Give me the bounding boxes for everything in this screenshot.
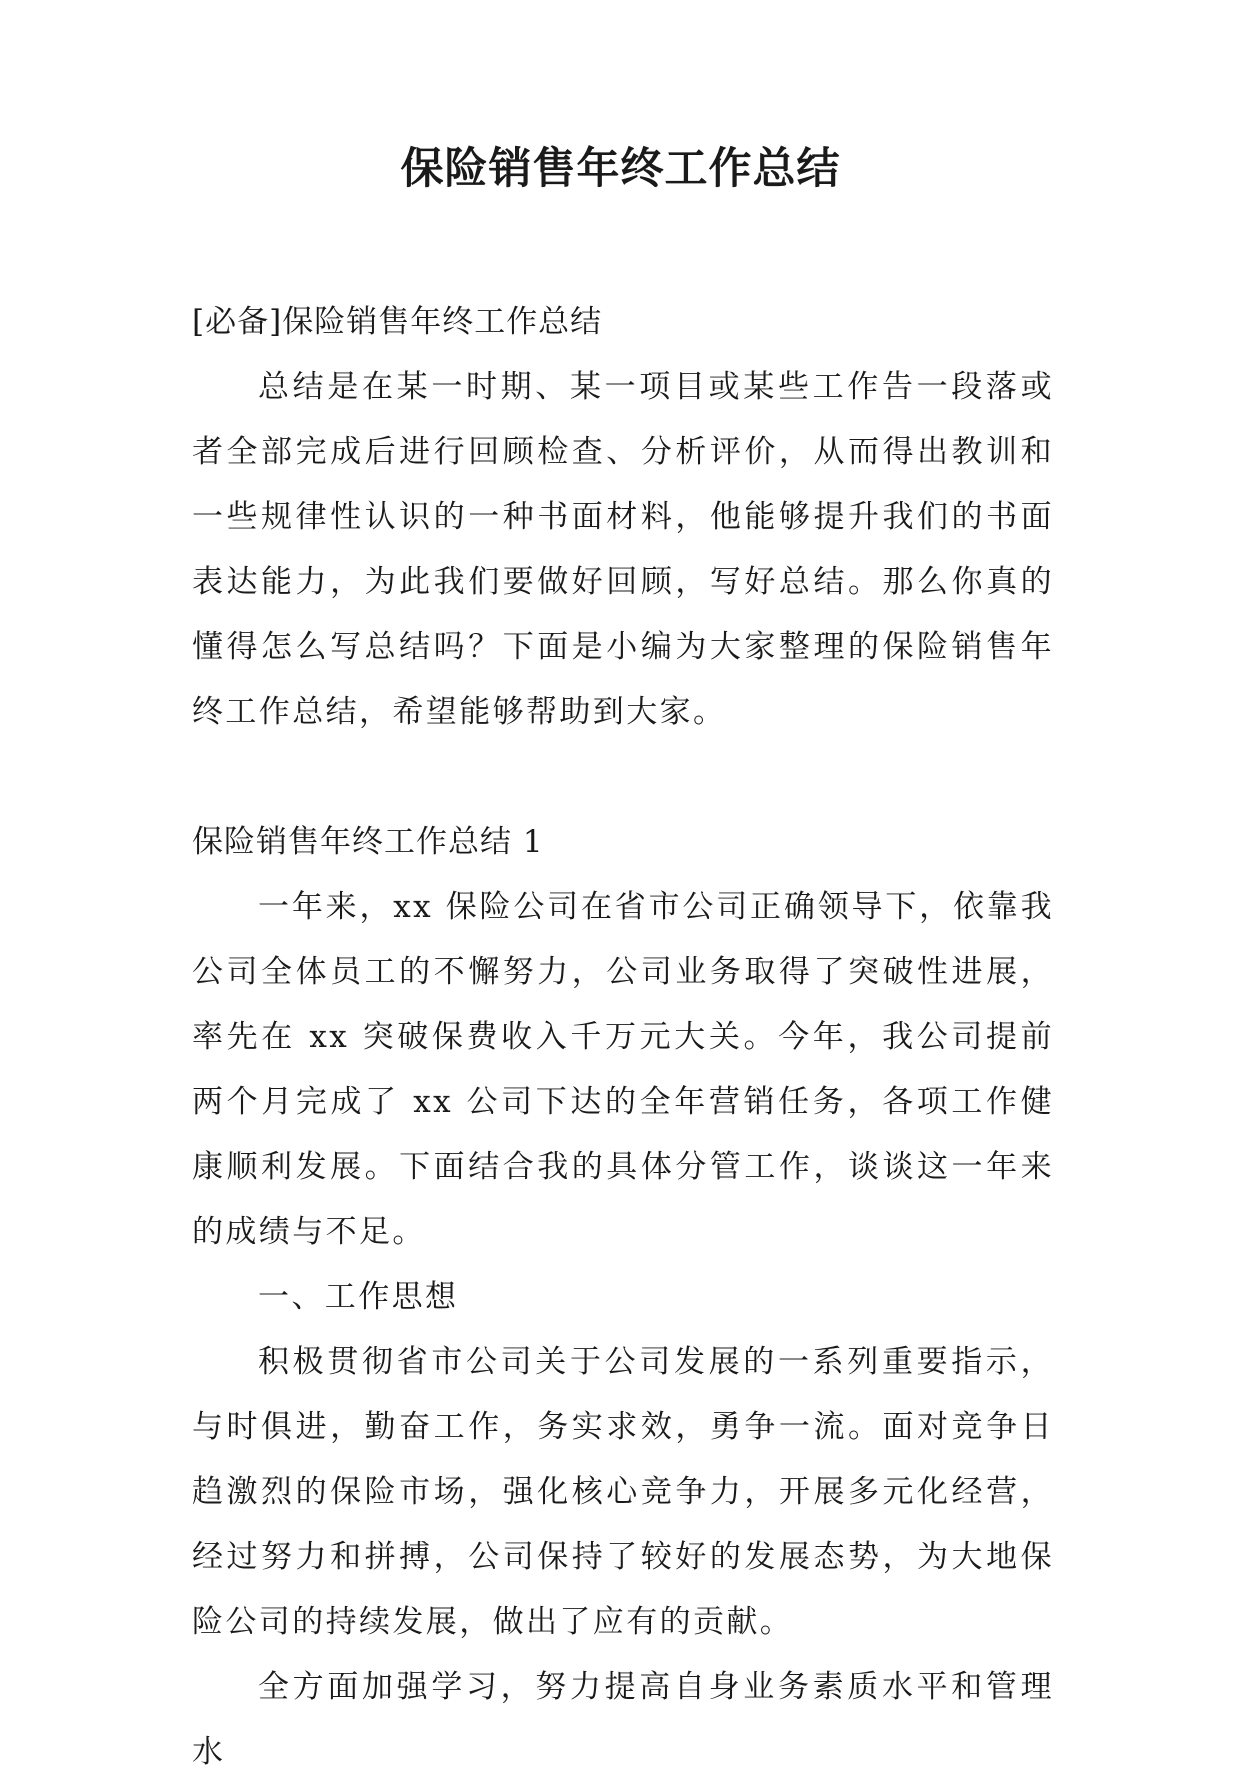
document-body <box>192 290 1054 1785</box>
section1-paragraph: 一年来，xx 保险公司在省市公司正确领导下，依靠我公司全体员工的不懈努力，公司业务取得了突破性进展，率先在 xx 突破保费收入千万元大关。今年，我公司提前两个月完成了 xx 公司下达的全年营销任务，各项工作健康顺利发展。下面结合我的具体分管工作，谈谈这一年来的成绩与不足。 <box>192 889 1054 1250</box>
document-title: 保险销售年终工作总结 <box>400 144 841 194</box>
heading-work-thinking: 一、工作思想 <box>258 1279 459 1315</box>
intro-paragraph: 总结是在某一时期、某一项目或某些工作告一段落或者全部完成后进行回顾检查、分析评价，从而得出教训和一些规律性认识的一种书面材料，他能够提升我们的书面表达能力，为此我们要做好回顾，写好总结。那么你真的懂得怎么写总结吗？下面是小编为大家整理的保险销售年终工作总结，希望能够帮助到大家。 <box>192 369 1054 730</box>
section-title: 保险销售年终工作总结 1 <box>192 824 544 860</box>
paragraph-gap <box>192 745 1054 810</box>
thinking-paragraph: 积极贯彻省市公司关于公司发展的一系列重要指示，与时俱进，勤奋工作，务实求效，勇争一流。面对竞争日趋激烈的保险市场，强化核心竞争力，开展多元化经营，经过努力和拼搏，公司保持了较好的发展态势，为大地保险公司的持续发展，做出了应有的贡献。 <box>192 1344 1054 1640</box>
doc-label: [必备]保险销售年终工作总结 <box>192 304 603 340</box>
study-paragraph: 全方面加强学习，努力提高自身业务素质水平和管理水 <box>192 1669 1054 1770</box>
